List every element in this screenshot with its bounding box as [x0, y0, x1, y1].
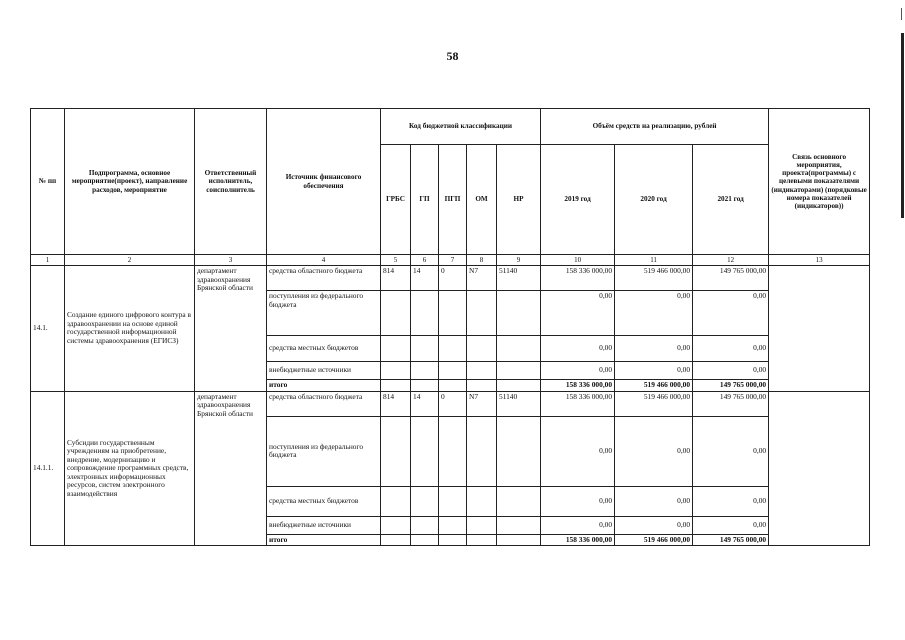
amount-2020: 0,00: [615, 416, 693, 486]
pgp-code: [439, 416, 467, 486]
budget-table: [30, 108, 870, 546]
page-number: 58: [446, 49, 459, 63]
amount-2021: 149 765 000,00: [693, 391, 769, 416]
row-number: 14.1.: [31, 266, 65, 392]
grbs-code: [381, 416, 411, 486]
om-code: [467, 380, 497, 392]
column-number-row: [31, 255, 870, 266]
header-grbs: ГРБС: [381, 145, 411, 255]
pgp-code: 0: [439, 391, 467, 416]
amount-2021: 0,00: [693, 416, 769, 486]
gp-code: [411, 416, 439, 486]
pgp-code: [439, 534, 467, 546]
gp-code: [411, 362, 439, 380]
om-code: N7: [467, 266, 497, 291]
pgp-code: [439, 362, 467, 380]
funding-source: поступления из федерального бюджета: [267, 291, 381, 336]
om-code: [467, 362, 497, 380]
header-nr: НР: [497, 145, 541, 255]
amount-2021: 0,00: [693, 516, 769, 534]
grbs-code: [381, 486, 411, 516]
amount-2019: 0,00: [541, 291, 615, 336]
om-code: [467, 416, 497, 486]
col-number: 9: [497, 255, 541, 266]
total-2019: 158 336 000,00: [541, 534, 615, 546]
scan-edge-bar: [901, 33, 904, 218]
total-2019: 158 336 000,00: [541, 380, 615, 392]
nr-code: [497, 486, 541, 516]
amount-2020: 0,00: [615, 362, 693, 380]
om-code: [467, 534, 497, 546]
amount-2020: 0,00: [615, 336, 693, 362]
grbs-code: 814: [381, 266, 411, 291]
pgp-code: [439, 486, 467, 516]
col-number: 1: [31, 255, 65, 266]
measure-name: Создание единого цифрового контура в здравоохранении на основе единой государственной информационной системы здравоохранения (ЕГИСЗ): [65, 266, 195, 392]
grbs-code: 814: [381, 391, 411, 416]
nr-code: [497, 291, 541, 336]
amount-2021: 0,00: [693, 291, 769, 336]
nr-code: [497, 336, 541, 362]
gp-code: [411, 486, 439, 516]
total-2020: 519 466 000,00: [615, 380, 693, 392]
gp-code: [411, 336, 439, 362]
nr-code: [497, 416, 541, 486]
header-2021: 2021 год: [693, 145, 769, 255]
nr-code: [497, 380, 541, 392]
funding-source: поступления из федерального бюджета: [267, 416, 381, 486]
nr-code: 51140: [497, 266, 541, 291]
col-number: 6: [411, 255, 439, 266]
amount-2021: 0,00: [693, 336, 769, 362]
grbs-code: [381, 380, 411, 392]
indicator-link: [769, 391, 870, 546]
header-pgp: ПГП: [439, 145, 467, 255]
gp-code: [411, 516, 439, 534]
amount-2020: 519 466 000,00: [615, 391, 693, 416]
col-number: 4: [267, 255, 381, 266]
pgp-code: [439, 380, 467, 392]
grbs-code: [381, 516, 411, 534]
table-row: [31, 391, 870, 416]
header-budget-class: Код бюджетной классификации: [381, 109, 541, 145]
col-number: 2: [65, 255, 195, 266]
col-number: 5: [381, 255, 411, 266]
grbs-code: [381, 362, 411, 380]
table-row: [31, 266, 870, 291]
funding-source-total: итого: [267, 534, 381, 546]
amount-2019: 158 336 000,00: [541, 266, 615, 291]
total-2021: 149 765 000,00: [693, 380, 769, 392]
amount-2021: 0,00: [693, 486, 769, 516]
amount-2021: 149 765 000,00: [693, 266, 769, 291]
grbs-code: [381, 291, 411, 336]
amount-2019: 0,00: [541, 336, 615, 362]
scan-edge-tick: [901, 8, 902, 20]
gp-code: 14: [411, 391, 439, 416]
funding-source: средства местных бюджетов: [267, 486, 381, 516]
nr-code: [497, 534, 541, 546]
total-2020: 519 466 000,00: [615, 534, 693, 546]
total-2021: 149 765 000,00: [693, 534, 769, 546]
header-source: Источник финансового обеспечения: [267, 109, 381, 255]
amount-2019: 0,00: [541, 362, 615, 380]
pgp-code: [439, 291, 467, 336]
funding-source-total: итого: [267, 380, 381, 392]
om-code: [467, 336, 497, 362]
col-number: 13: [769, 255, 870, 266]
grbs-code: [381, 534, 411, 546]
header-gp: ГП: [411, 145, 439, 255]
gp-code: 14: [411, 266, 439, 291]
amount-2019: 0,00: [541, 516, 615, 534]
om-code: [467, 486, 497, 516]
gp-code: [411, 534, 439, 546]
col-number: 11: [615, 255, 693, 266]
pgp-code: 0: [439, 266, 467, 291]
gp-code: [411, 291, 439, 336]
header-num: № пп: [31, 109, 65, 255]
amount-2020: 0,00: [615, 486, 693, 516]
row-number: 14.1.1.: [31, 391, 65, 546]
nr-code: [497, 362, 541, 380]
amount-2019: 158 336 000,00: [541, 391, 615, 416]
om-code: N7: [467, 391, 497, 416]
col-number: 3: [195, 255, 267, 266]
pgp-code: [439, 516, 467, 534]
amount-2019: 0,00: [541, 486, 615, 516]
om-code: [467, 291, 497, 336]
funding-source: внебюджетные источники: [267, 516, 381, 534]
om-code: [467, 516, 497, 534]
nr-code: [497, 516, 541, 534]
responsible-executor: департамент здравоохранения Брянской области: [195, 266, 267, 392]
header-link: Связь основного мероприятия, проекта(программы) с целевыми показателями (индикаторами) (порядковые номера показателей (индикаторов)): [769, 109, 870, 255]
header-funds: Объём средств на реализацию, рублей: [541, 109, 769, 145]
header-responsible: Ответственный исполнитель, соисполнитель: [195, 109, 267, 255]
gp-code: [411, 380, 439, 392]
nr-code: 51140: [497, 391, 541, 416]
amount-2020: 0,00: [615, 291, 693, 336]
header-2019: 2019 год: [541, 145, 615, 255]
funding-source: средства местных бюджетов: [267, 336, 381, 362]
header-om: ОМ: [467, 145, 497, 255]
funding-source: средства областного бюджета: [267, 266, 381, 291]
measure-name: Субсидии государственным учреждениям на приобретение, внедрение, модернизацию и сопровождение программных средств, электронных информационных ресурсов, систем электронного взаимодействия: [65, 391, 195, 546]
header-program: Подпрограмма, основное мероприятие(проект), направление расходов, мероприятие: [65, 109, 195, 255]
funding-source: средства областного бюджета: [267, 391, 381, 416]
amount-2019: 0,00: [541, 416, 615, 486]
amount-2021: 0,00: [693, 362, 769, 380]
funding-source: внебюджетные источники: [267, 362, 381, 380]
grbs-code: [381, 336, 411, 362]
amount-2020: 519 466 000,00: [615, 266, 693, 291]
header-2020: 2020 год: [615, 145, 693, 255]
responsible-executor: департамент здравоохранения Брянской области: [195, 391, 267, 546]
col-number: 8: [467, 255, 497, 266]
pgp-code: [439, 336, 467, 362]
indicator-link: [769, 266, 870, 392]
amount-2020: 0,00: [615, 516, 693, 534]
col-number: 7: [439, 255, 467, 266]
col-number: 10: [541, 255, 615, 266]
col-number: 12: [693, 255, 769, 266]
